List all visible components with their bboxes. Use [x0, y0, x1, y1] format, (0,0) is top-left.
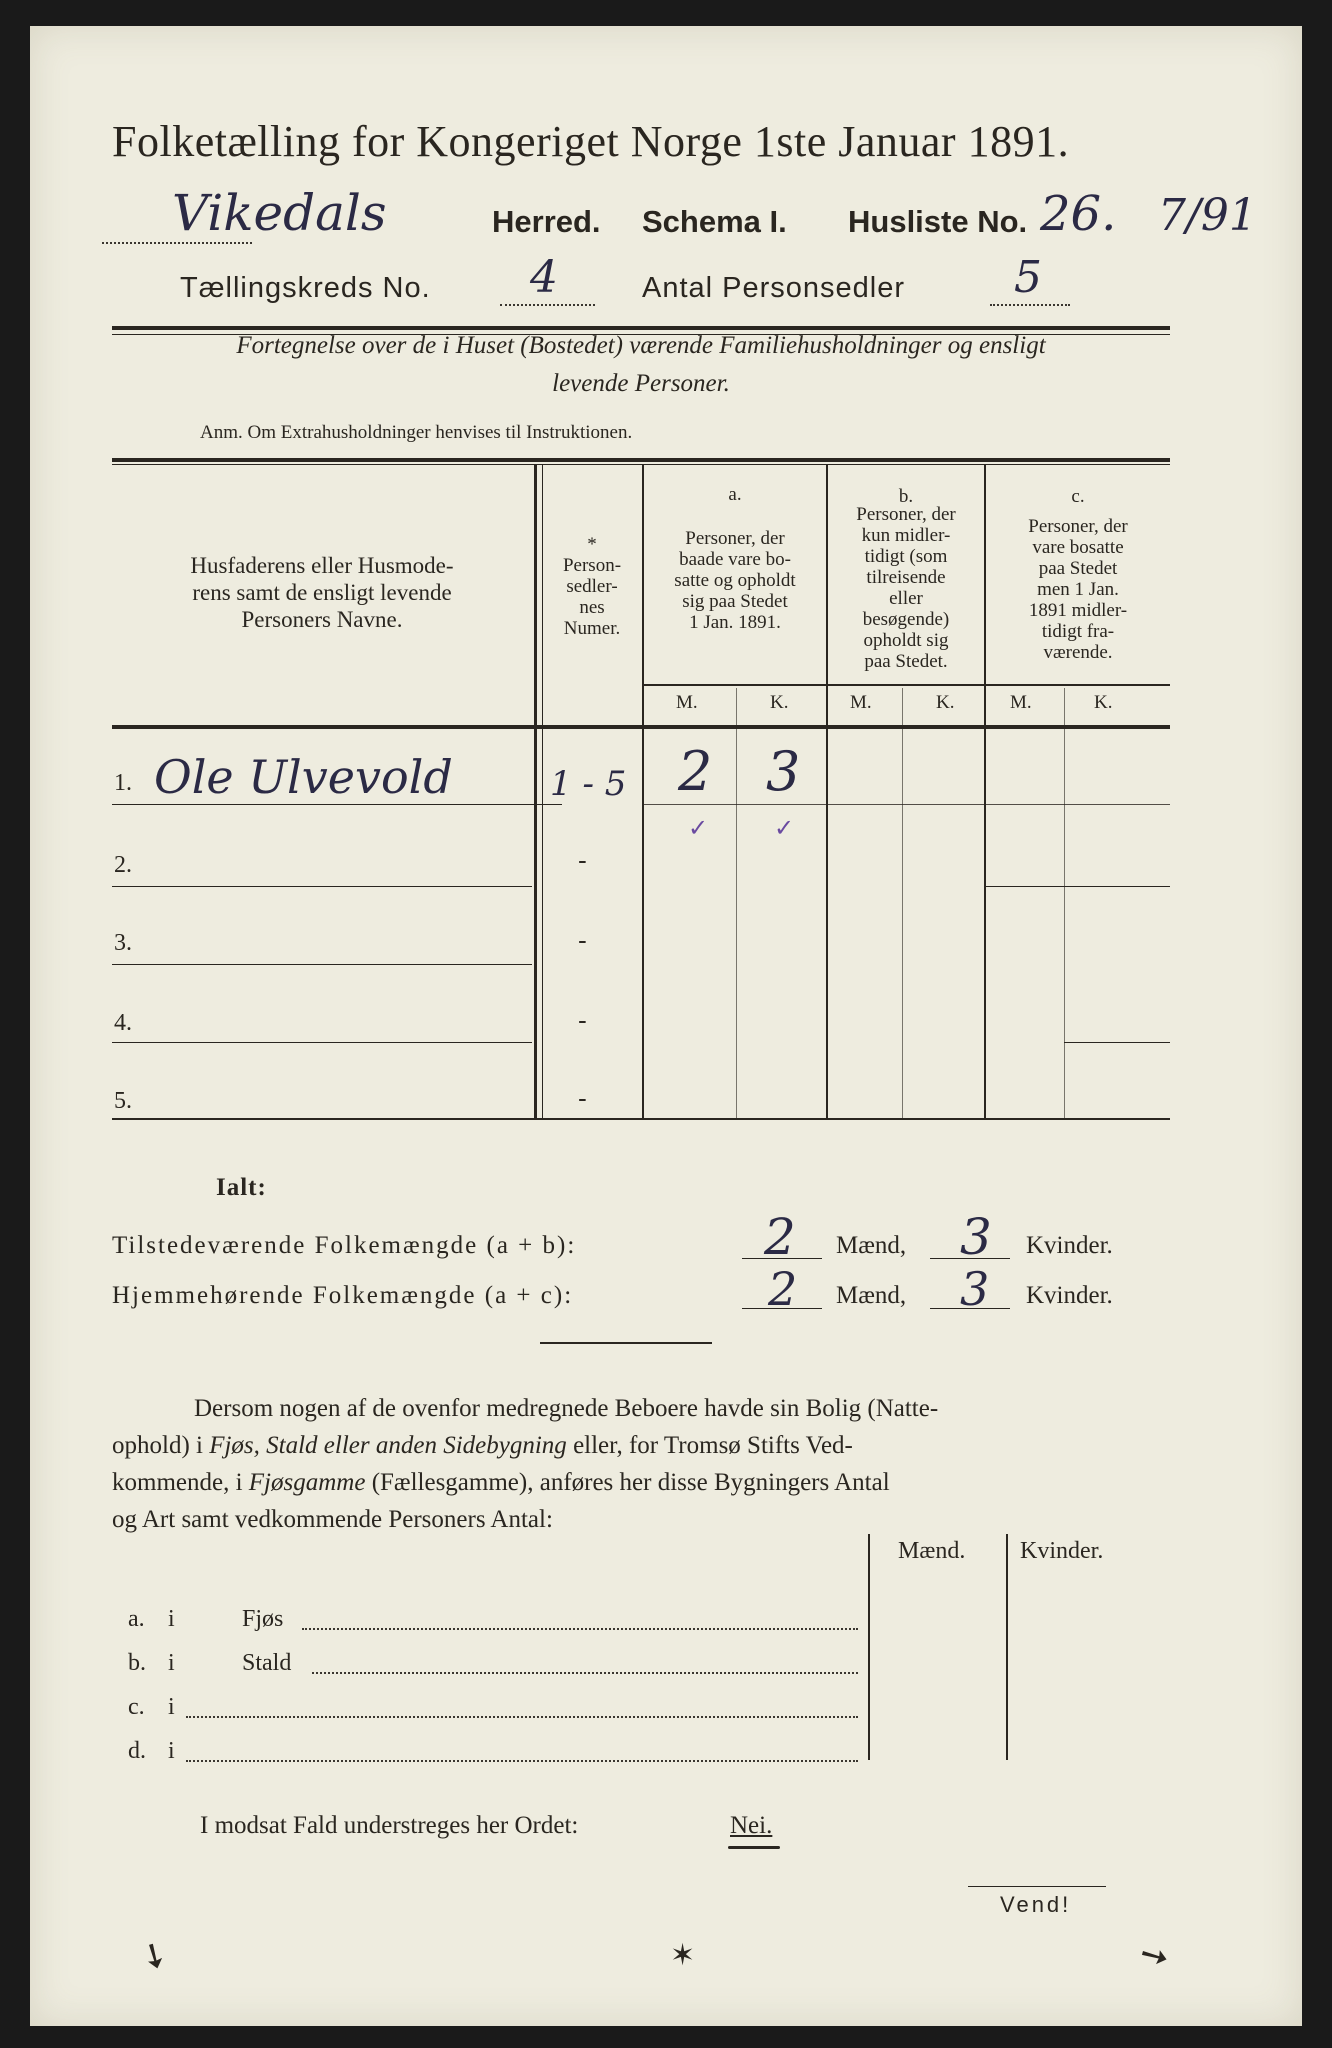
col-name-header — [122, 552, 522, 633]
building-item-prep: i — [168, 1650, 175, 1676]
building-item-prep: i — [168, 1738, 175, 1764]
buildings-col-maend: Mænd. — [898, 1538, 966, 1564]
buildings-text: kommende, i — [112, 1469, 249, 1496]
col-b-header-line-1: Personer, der — [856, 504, 956, 525]
tilstede-maend-label: Mænd, — [836, 1232, 907, 1259]
col-c-header-line-4: men 1 Jan. — [1037, 579, 1119, 600]
row-line-3 — [112, 964, 532, 965]
tilstede-kvinder-label: Kvinder. — [1026, 1232, 1113, 1259]
col-c-letter: c. — [1071, 486, 1085, 507]
buildings-text-italic: Fjøs, Stald eller anden Sidebygning — [209, 1432, 567, 1459]
col-b-letter: b. — [898, 486, 914, 507]
building-item-label: Fjøs — [242, 1606, 284, 1632]
col-c-header-line-7: værende. — [1043, 642, 1113, 663]
col-num-header — [544, 534, 640, 639]
buildings-paragraph-line-4: og Art samt vedkommende Personers Antal: — [112, 1506, 553, 1533]
row-sedler-handwritten: 1 - 5 — [550, 764, 627, 804]
col-b-k-label: K. — [936, 692, 955, 713]
buildings-col-kvinder: Kvinder. — [1020, 1538, 1104, 1564]
taellingskreds-label: Tællingskreds No. — [180, 272, 431, 304]
row-sedler-dash: - — [578, 1084, 587, 1114]
personsedler-label: Antal Personsedler — [642, 272, 906, 304]
col-a-header-line-5: 1 Jan. 1891. — [689, 612, 781, 633]
col-divider-name — [534, 464, 537, 1118]
herred-name-handwritten: Vikedals — [172, 184, 387, 242]
taellingskreds-number-handwritten: 4 — [530, 252, 558, 303]
building-item-prep: i — [168, 1694, 175, 1720]
nei-underline-handwritten — [728, 1846, 780, 1849]
building-item-letter: d. — [128, 1738, 146, 1764]
col-num-header-line-2: sedler- — [566, 576, 618, 597]
taellingskreds-dotted-line — [500, 304, 595, 306]
col-b-header-line-6: besøgende) — [862, 609, 950, 630]
husliste-number-handwritten: 26. — [1040, 186, 1117, 242]
col-c-header — [986, 516, 1170, 663]
buildings-text: (Fællesgamme), anføres her disse Bygningers Antal — [365, 1469, 890, 1496]
hjemme-k-handwritten: 3 — [960, 1262, 990, 1316]
herred-label: Herred. — [492, 204, 601, 239]
col-b-header-line-7: opholdt sig — [863, 630, 949, 651]
mk-subheader-rule — [644, 684, 1170, 686]
buildings-paragraph-line-2 — [112, 1427, 1170, 1464]
row-line-1-name — [112, 804, 562, 805]
building-item-label: Stald — [242, 1650, 292, 1676]
tilstede-m-handwritten: 2 — [764, 1208, 796, 1266]
col-c-m-label: M. — [1010, 692, 1032, 713]
col-c-header-line-5: 1891 midler- — [1028, 600, 1128, 621]
col-name-header-line-1: Husfaderens eller Husmode- — [190, 553, 454, 578]
row-sedler-dash: - — [578, 846, 587, 876]
buildings-text: ophold) i — [112, 1432, 210, 1459]
buildings-paragraph-line-1: Dersom nogen af de ovenfor medregnede Beboere havde sin Bolig (Natte- — [194, 1395, 939, 1422]
row-line-4 — [112, 1042, 532, 1043]
col-divider-b-mk — [902, 688, 903, 1118]
buildings-paragraph-line-3 — [112, 1464, 1170, 1501]
building-item-dotted-line — [186, 1760, 858, 1762]
personsedler-number-handwritten: 5 — [1014, 252, 1042, 303]
anm-note: Anm. Om Extrahusholdninger henvises til Instruktionen. — [200, 422, 633, 443]
star-mark-icon: ✶ — [670, 1938, 696, 1973]
tick-mark-icon: ✓ — [774, 814, 795, 842]
col-c-header-line-3: paa Stedet — [1038, 558, 1118, 579]
col-b-m-label: M. — [850, 692, 872, 713]
row-number: 3. — [114, 930, 132, 956]
nei-word: Nei. — [730, 1812, 773, 1839]
form-title: Folketælling for Kongeriget Norge 1ste Januar 1891. — [112, 117, 1070, 166]
col-c-header-line-2: vare bosatte — [1032, 537, 1124, 558]
col-num-header-line-1: Person- — [562, 555, 622, 576]
col-c-header-line-6: tidigt fra- — [1041, 621, 1115, 642]
col-num-header-star: * — [587, 534, 597, 555]
col-a-m-label: M. — [676, 692, 698, 713]
husliste-label: Husliste No. — [848, 204, 1028, 239]
corner-note-handwritten: 7/91 — [1158, 190, 1257, 241]
table-bottom-rule — [112, 1118, 1170, 1120]
col-b-header-line-4: tilreisende — [866, 567, 946, 588]
arrow-mark-icon: ➘ — [1131, 1931, 1177, 1981]
header-rule-thick — [112, 326, 1170, 330]
buildings-text: eller, for Tromsø Stifts Ved- — [566, 1432, 853, 1459]
col-a-header-line-3: satte og opholdt — [674, 570, 796, 591]
row-number: 2. — [114, 852, 132, 878]
hjemme-m-handwritten: 2 — [768, 1262, 798, 1316]
col-num-header-line-4: Numer. — [563, 618, 621, 639]
row-sedler-dash: - — [578, 1006, 587, 1036]
col-name-header-line-2: rens samt de ensligt levende — [192, 580, 452, 605]
buildings-col-divider-left — [868, 1534, 870, 1760]
col-num-header-line-3: nes — [579, 597, 605, 618]
col-b-header — [828, 504, 984, 672]
building-item-prep: i — [168, 1606, 175, 1632]
col-name-header-line-3: Personers Navne. — [241, 607, 403, 632]
intro-line-2: levende Personer. — [552, 370, 730, 397]
table-header-bottom-rule — [112, 725, 1170, 729]
row-line-2-c — [986, 886, 1170, 887]
col-c-header-line-1: Personer, der — [1028, 516, 1128, 537]
section-divider — [540, 1342, 712, 1344]
col-a-header-line-2: baade vare bo- — [679, 549, 791, 570]
building-item-dotted-line — [312, 1672, 858, 1674]
row-line-1-values — [644, 804, 1170, 805]
tilstede-k-handwritten: 3 — [960, 1208, 992, 1266]
col-a-header-line-4: sig paa Stedet — [682, 591, 788, 612]
col-a-header — [644, 528, 826, 633]
buildings-paragraph — [112, 1390, 1170, 1427]
vend-rule — [968, 1886, 1106, 1887]
personsedler-dotted-line — [990, 304, 1070, 306]
col-a-letter: a. — [728, 484, 742, 505]
col-c-k-label: K. — [1094, 692, 1113, 713]
building-item-letter: a. — [128, 1606, 145, 1632]
building-item-dotted-line — [302, 1628, 858, 1630]
col-b-header-line-8: paa Stedet. — [864, 651, 948, 672]
row-line-4-c — [1064, 1042, 1170, 1043]
row-number: 5. — [114, 1088, 132, 1114]
building-item-dotted-line — [186, 1716, 858, 1718]
row-name-handwritten: Ole Ulvevold — [154, 750, 453, 804]
building-item-letter: c. — [128, 1694, 145, 1720]
col-divider-name-thin — [542, 464, 543, 1118]
modsat-label: I modsat Fald understreges her Ordet: — [200, 1812, 579, 1839]
buildings-col-divider-right — [1006, 1534, 1008, 1760]
table-top-rule-thin — [112, 464, 1170, 465]
hjemme-label: Hjemmehørende Folkemængde (a + c): — [112, 1282, 574, 1309]
row-a-k-handwritten: 3 — [766, 740, 801, 803]
buildings-text-italic: Fjøsgamme — [248, 1469, 366, 1496]
tilstede-label: Tilstedeværende Folkemængde (a + b): — [112, 1232, 577, 1259]
row-number: 4. — [114, 1010, 132, 1036]
vend-label: Vend! — [1000, 1892, 1072, 1917]
building-item-letter: b. — [128, 1650, 146, 1676]
ialt-label: Ialt: — [216, 1174, 267, 1201]
tick-mark-icon: ✓ — [688, 814, 709, 842]
table-top-rule — [112, 458, 1170, 462]
hjemme-kvinder-label: Kvinder. — [1026, 1282, 1113, 1309]
hjemme-maend-label: Mænd, — [836, 1282, 907, 1309]
intro-line-1: Fortegnelse over de i Huset (Bostedet) værende Familiehusholdninger og ensligt — [236, 332, 1046, 359]
col-a-header-line-1: Personer, der — [685, 528, 785, 549]
col-b-header-line-5: eller — [889, 588, 923, 609]
col-a-k-label: K. — [770, 692, 789, 713]
herred-dotted-line — [102, 242, 252, 244]
col-b-header-line-3: tidigt (som — [864, 546, 948, 567]
schema-label: Schema I. — [642, 204, 787, 239]
row-line-2 — [112, 886, 532, 887]
col-divider-c-mk — [1064, 688, 1065, 1118]
row-sedler-dash: - — [578, 926, 587, 956]
col-b-header-line-2: kun midler- — [861, 525, 951, 546]
row-a-m-handwritten: 2 — [678, 740, 713, 803]
census-form-sheet — [30, 26, 1302, 2026]
col-divider-a-mk — [736, 688, 737, 1118]
arrow-mark-icon: ➘ — [131, 1931, 177, 1981]
row-number: 1. — [114, 770, 132, 796]
